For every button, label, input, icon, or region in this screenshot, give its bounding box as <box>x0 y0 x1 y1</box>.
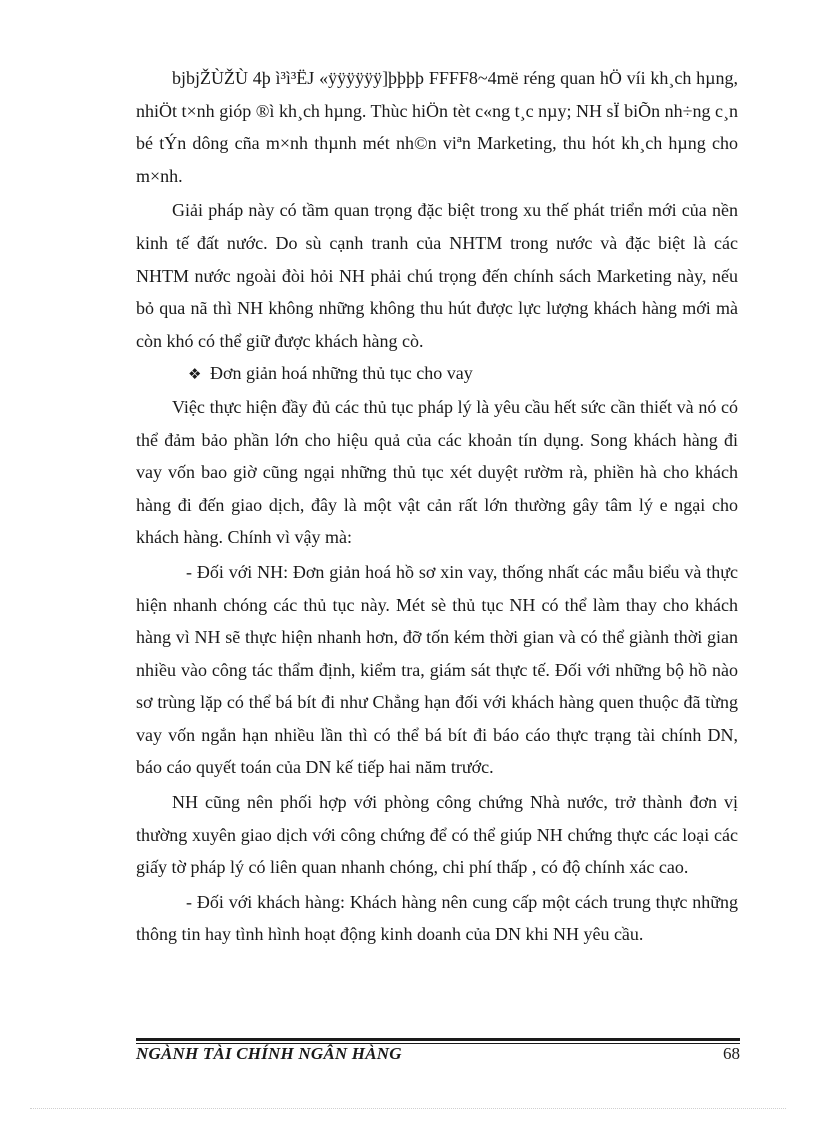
paragraph-importance: Giải pháp này có tầm quan trọng đặc biệt trong xu thế phát triển mới của nền kinh tế đất nước. Do sù cạnh tranh của NHTM trong nước và đặc biệt là các NHTM nước ngoài đòi hỏi NH phải chú trọng đến chính sách Marketing này, nếu bỏ qua nã thì NH không những không thu hút được lực lượng khách hàng mới mà còn khó có thể giữ được khách hàng cò. <box>136 200 738 351</box>
page-number: 68 <box>723 1044 740 1063</box>
diamond-bullet-icon: ❖ <box>188 365 202 384</box>
paragraph-garbled-intro: bjbjŽÙŽÙ 4þ ì³ì³ËJ «ÿÿÿÿÿÿ]þþþþ FFFF8~4më réng quan hÖ víi kh¸ch hµng, nhiÖt t×nh gióp ®ì kh¸ch hµng. Thùc hiÖn tèt c«ng t¸c nµy; NH sÏ biÕn nh÷ng c¸n bé tÝn dông cña m×nh thµnh mét nh©n viªn Marketing, thu hót kh¸ch hµng cho m×nh. <box>136 68 738 186</box>
document-body <box>136 62 738 951</box>
paragraph-legal-procedures: Việc thực hiện đầy đủ các thủ tục pháp lý là yêu cầu hết sức cần thiết và nó có thể đảm bảo phần lớn cho hiệu quả của các khoản tín dụng. Song khách hàng đi vay vốn bao giờ cũng ngại những thủ tục xét duyệt rườm rà, phiền hà cho khách hàng đi đến giao dịch, đây là một vật cản rất lớn thường gây tâm lý e ngại cho khách hàng. Chính vì vậy mà: <box>136 396 738 548</box>
section-heading-simplify-procedures <box>136 357 738 391</box>
page-footer <box>136 1044 740 1064</box>
footer-rule-thick <box>136 1038 740 1041</box>
bottom-dotted-edge <box>30 1108 786 1109</box>
paragraph-for-bank: - Đối với NH: Đơn giản hoá hồ sơ xin vay, thống nhất các mẫu biểu và thực hiện nhanh chóng các thủ tục này. Mét sè thủ tục NH có thể làm thay cho khách hàng vì NH sẽ thực hiện nhanh hơn, đỡ tốn kém thời gian và có thể giành thời gian nhiều vào công tác thẩm định, kiểm tra, giám sát thực tế. Đối với những bộ hồ nào sơ trùng lặp có thể bá bít đi như Chẳng hạn đối với khách hàng quen thuộc đã từng vay vốn ngắn hạn nhiều lần thì có thể bá bít đi báo cáo thực trạng tài chính DN, báo cáo quyết toán của DN kế tiếp hai năm trước. <box>136 561 738 778</box>
paragraph-notary-cooperation: NH cũng nên phối hợp với phòng công chứng Nhà nước, trở thành đơn vị thường xuyên giao dịch với công chứng để có thể giúp NH chứng thực các loại các giấy tờ pháp lý có liên quan nhanh chóng, chi phí thấp , có độ chính xác cao. <box>136 792 738 878</box>
paragraph-for-customers: - Đối với khách hàng: Khách hàng nên cung cấp một cách trung thực những thông tin hay tình hình hoạt động kinh doanh của DN khi NH yêu cầu. <box>136 891 738 945</box>
footer-title: NGÀNH TÀI CHÍNH NGÂN HÀNG <box>136 1044 402 1063</box>
section-heading-text: Đơn giản hoá những thủ tục cho vay <box>210 363 473 384</box>
